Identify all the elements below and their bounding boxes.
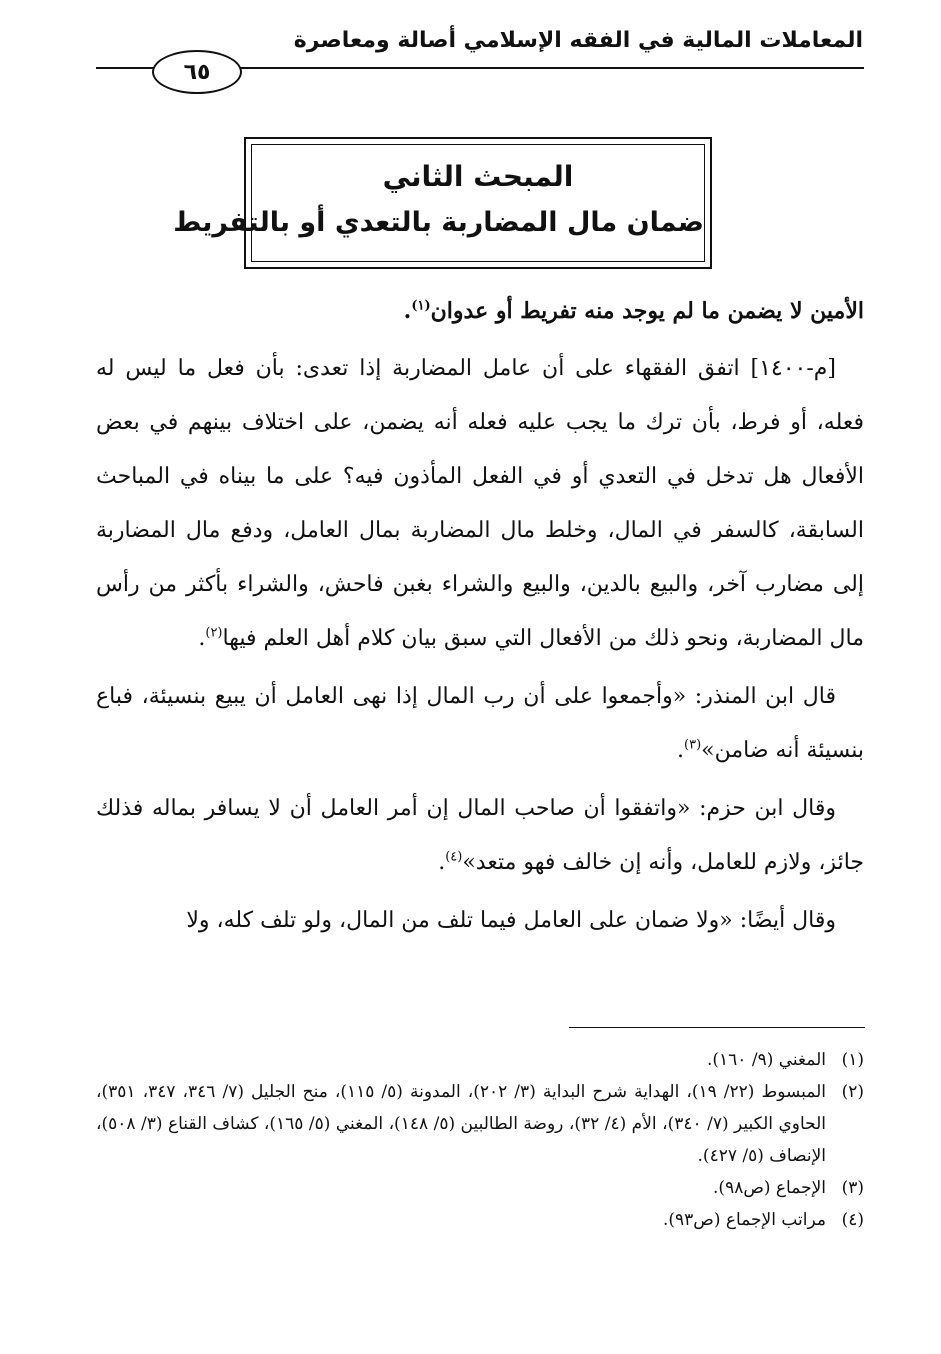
section-title: المبحث الثاني	[382, 160, 574, 193]
paragraph-lead	[96, 284, 864, 338]
footnote-ref: (٤)	[445, 849, 463, 865]
paragraph	[96, 342, 864, 666]
footnote-ref: (٣)	[684, 737, 702, 753]
footnote-text: المغني (٩/ ١٦٠).	[706, 1050, 826, 1070]
paragraph-text: قال ابن المنذر: «وأجمعوا على أن رب المال إذا نهى العامل أن يبيع بنسيئة، فباع بنسيئة أنه ضامن»	[96, 684, 864, 763]
footnote-item	[96, 1204, 864, 1236]
footnote-text: الإجماع (ص٩٨).	[713, 1178, 826, 1198]
paragraph-text: [م-١٤٠٠] اتفق الفقهاء على أن عامل المضاربة إذا تعدى: بأن فعل ما ليس له فعله، أو فرط، بأن ترك ما يجب عليه فعله أنه يضمن، على اختلاف بينهم في بعض الأفعال هل تدخل في التعدي أو في الفعل المأذون فيه؟ على ما بيناه في المباحث السابقة، كالسفر في المال، وخلط مال المضاربة بمال العامل، ودفع مال المضاربة إلى مضارب آخر، والبيع بالدين، والبيع والشراء بغبن فاحش، والشراء بأكثر من رأس مال المضاربة، ونحو ذلك من الأفعال التي سبق بيان كلام أهل العلم فيها	[96, 356, 864, 651]
paragraph-text: الأمين لا يضمن ما لم يوجد منه تفريط أو عدوان	[430, 298, 864, 324]
paragraph	[96, 670, 864, 778]
paragraph-end: .	[677, 738, 684, 763]
footnote-number: (٢)	[841, 1082, 864, 1102]
footnote-text: مراتب الإجماع (ص٩٣).	[662, 1210, 826, 1230]
footnote-ref: (٢)	[205, 625, 223, 641]
footnotes	[96, 1044, 864, 1236]
section-title-inner-frame	[173, 144, 705, 262]
paragraph-end: .	[198, 626, 206, 651]
paragraph-text: وقال ابن حزم: «واتفقوا أن صاحب المال إن أمر العامل أن لا يسافر بماله فذلك جائز، ولازم للعامل، وأنه إن خالف فهو متعد»	[96, 796, 864, 875]
footnote-text: المبسوط (٢٢/ ١٩)، الهداية شرح البداية (٣/ ٢٠٢)، المدونة (٥/ ١١٥)، منح الجليل (٧/ ٣٤٦، ٣٤٧، ٣٥١)، الحاوي الكبير (٧/ ٣٤٠)، الأم (٤/ ٣٢)، روضة الطالبين (٥/ ١٤٨)، المغني (٥/ ١٦٥)، كشاف القناع (٣/ ٥٠٨)، الإنصاف (٥/ ٤٢٧).	[96, 1082, 827, 1166]
paragraph-text: وقال أيضًا: «ولا ضمان على العامل فيما تلف من المال، ولو تلف كله، ولا	[186, 908, 836, 933]
footnote-item	[96, 1044, 864, 1076]
page-number: ٦٥	[183, 59, 211, 85]
footnote-item	[96, 1076, 864, 1172]
body-text	[96, 284, 864, 952]
running-header-title: المعاملات المالية في الفقه الإسلامي أصالة ومعاصرة	[293, 28, 863, 53]
footnote-item	[96, 1172, 864, 1204]
section-subtitle: ضمان مال المضاربة بالتعدي أو بالتفريط	[173, 207, 704, 238]
footnote-number: (١)	[841, 1050, 864, 1070]
paragraph	[96, 782, 864, 890]
section-title-frame	[173, 137, 712, 269]
footnote-ref: (١)	[411, 298, 431, 314]
footnote-number: (٣)	[841, 1178, 864, 1198]
paragraph-end: .	[403, 298, 412, 324]
page-number-badge	[152, 50, 242, 94]
footnote-separator	[569, 1027, 865, 1028]
paragraph	[96, 894, 864, 948]
paragraph-end: .	[438, 850, 446, 875]
footnote-number: (٤)	[841, 1210, 864, 1230]
